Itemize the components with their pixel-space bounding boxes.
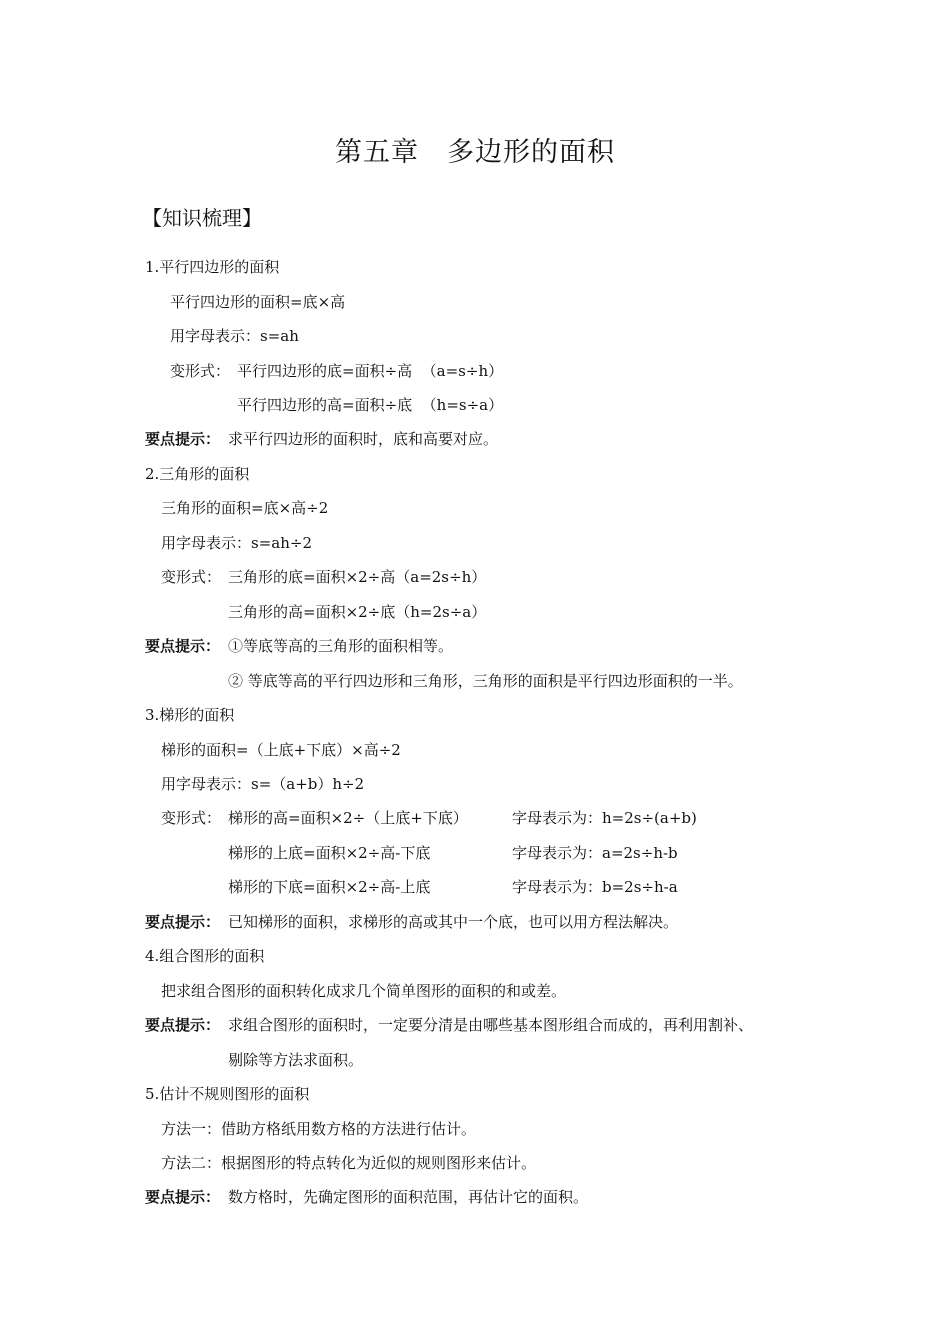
- s3-variant1: 梯形的高=面积×2÷（上底+下底）: [228, 809, 468, 827]
- s3-variant3: 梯形的下底=面积×2÷高-上底: [228, 878, 431, 896]
- s1-variant1: 平行四边形的底=面积÷高 （a=s÷h）: [237, 362, 504, 380]
- s1-tip-label: 要点提示：: [145, 430, 221, 448]
- s2-formula: 三角形的面积=底×高÷2: [161, 499, 329, 517]
- s2-heading: 2.三角形的面积: [145, 465, 250, 483]
- s3-heading: 3.梯形的面积: [145, 706, 235, 724]
- s2-variant2: 三角形的高=面积×2÷底（h=2s÷a）: [228, 603, 487, 621]
- s4-heading: 4.组合图形的面积: [145, 947, 265, 965]
- s1-variant2: 平行四边形的高=面积÷底 （h=s÷a）: [237, 396, 504, 414]
- s2-variant-label: 变形式：: [161, 568, 222, 586]
- s5-heading: 5.估计不规则图形的面积: [145, 1085, 310, 1103]
- s4-tip-label: 要点提示：: [145, 1016, 221, 1034]
- s3-variant2-letters: 字母表示为：a=2s÷h-b: [512, 844, 678, 862]
- s4-tip2: 剔除等方法求面积。: [228, 1051, 364, 1069]
- section-heading: 【知识梳理】: [142, 206, 262, 230]
- s3-formula: 梯形的面积=（上底+下底）×高÷2: [161, 741, 401, 759]
- s1-formula: 平行四边形的面积=底×高: [170, 293, 346, 311]
- s2-letters: 用字母表示：s=ah÷2: [161, 534, 312, 552]
- s3-variant3-letters: 字母表示为：b=2s÷h-a: [512, 878, 678, 896]
- s5-tip: 数方格时，先确定图形的面积范围，再估计它的面积。: [228, 1188, 589, 1206]
- s4-tip1: 求组合图形的面积时，一定要分清是由哪些基本图形组合而成的，再利用割补、: [228, 1016, 754, 1034]
- s4-text: 把求组合图形的面积转化成求几个简单图形的面积的和或差。: [161, 982, 567, 1000]
- s2-variant1: 三角形的底=面积×2÷高（a=2s÷h）: [228, 568, 487, 586]
- s1-variant-label: 变形式：: [170, 362, 231, 380]
- s2-tip1: ①等底等高的三角形的面积相等。: [228, 637, 454, 655]
- s3-variant-label: 变形式：: [161, 809, 222, 827]
- s5-tip-label: 要点提示：: [145, 1188, 221, 1206]
- s1-heading: 1.平行四边形的面积: [145, 258, 280, 276]
- s2-tip2: ② 等底等高的平行四边形和三角形，三角形的面积是平行四边形面积的一半。: [228, 672, 743, 690]
- s3-tip: 已知梯形的面积，求梯形的高或其中一个底，也可以用方程法解决。: [228, 913, 679, 931]
- s2-tip-label: 要点提示：: [145, 637, 221, 655]
- s1-tip: 求平行四边形的面积时，底和高要对应。: [228, 430, 499, 448]
- s3-variant2: 梯形的上底=面积×2÷高-下底: [228, 844, 431, 862]
- s3-letters: 用字母表示：s=（a+b）h÷2: [161, 775, 365, 793]
- s3-tip-label: 要点提示：: [145, 913, 221, 931]
- s5-method2: 方法二：根据图形的特点转化为近似的规则图形来估计。: [161, 1154, 537, 1172]
- s3-variant1-letters: 字母表示为：h=2s÷(a+b): [512, 809, 697, 827]
- s1-letters: 用字母表示：s=ah: [170, 327, 299, 345]
- chapter-title: 第五章 多边形的面积: [335, 137, 615, 168]
- s5-method1: 方法一：借助方格纸用数方格的方法进行估计。: [161, 1120, 477, 1138]
